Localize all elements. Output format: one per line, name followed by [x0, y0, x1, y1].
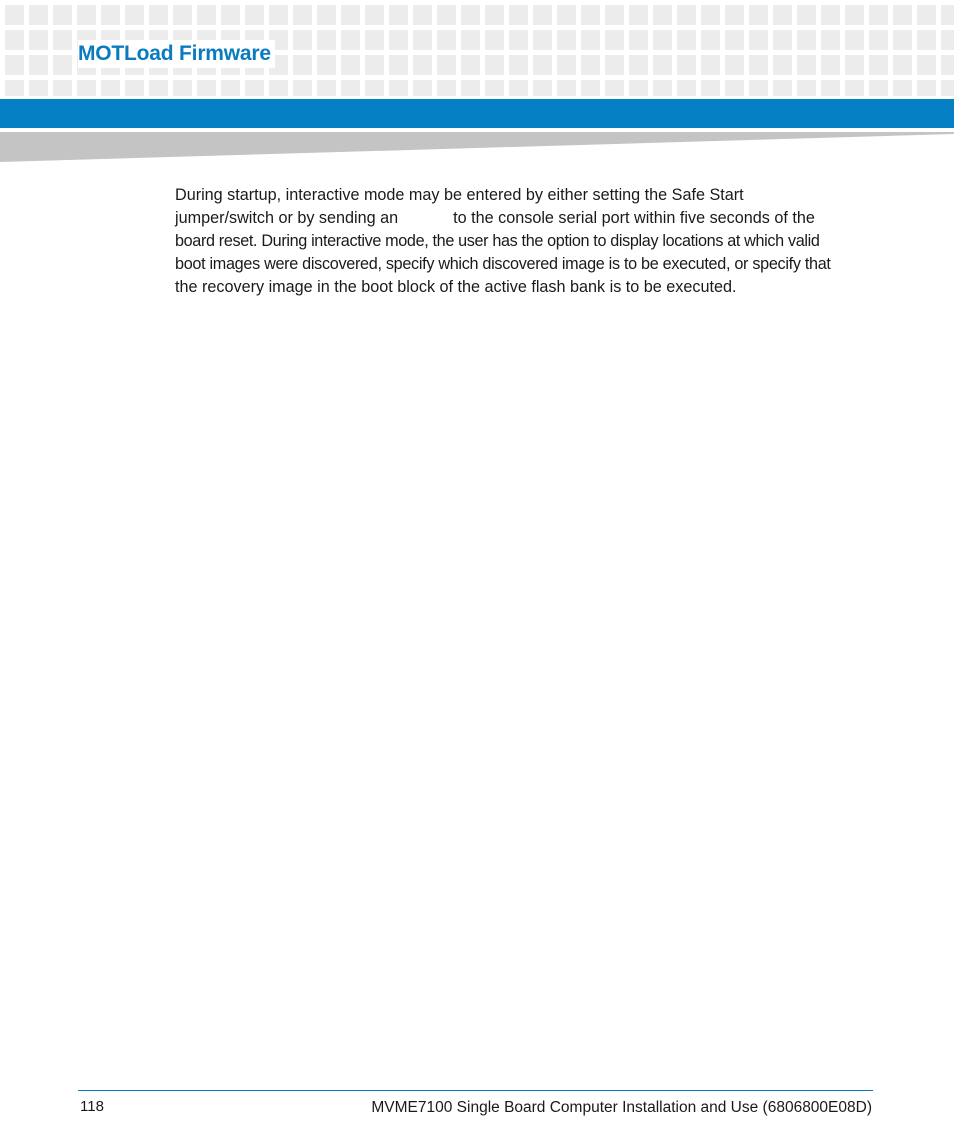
body-line: During startup, interactive mode may be entered by either setting the Safe Start [175, 186, 744, 204]
document-title: MVME7100 Single Board Computer Installation and Use (6806800E08D) [371, 1099, 872, 1116]
body-line: boot images were discovered, specify which discovered image is to be executed, or specify that [175, 255, 831, 273]
section-title: MOTLoad Firmware [78, 40, 275, 68]
body-line-part: jumper/switch or by sending an [175, 209, 399, 227]
footer-rule [78, 1090, 873, 1091]
body-line: board reset. During interactive mode, the user has the option to display locations at which valid [175, 232, 820, 250]
body-line: the recovery image in the boot block of the active flash bank is to be executed. [175, 278, 737, 296]
page-number: 118 [80, 1098, 104, 1115]
body-line-part: to the console serial port within five seconds of the [453, 209, 815, 227]
body-paragraph [175, 184, 875, 299]
body-line [175, 207, 875, 230]
header-blue-bar [0, 99, 954, 128]
header-grey-wedge [0, 128, 954, 164]
